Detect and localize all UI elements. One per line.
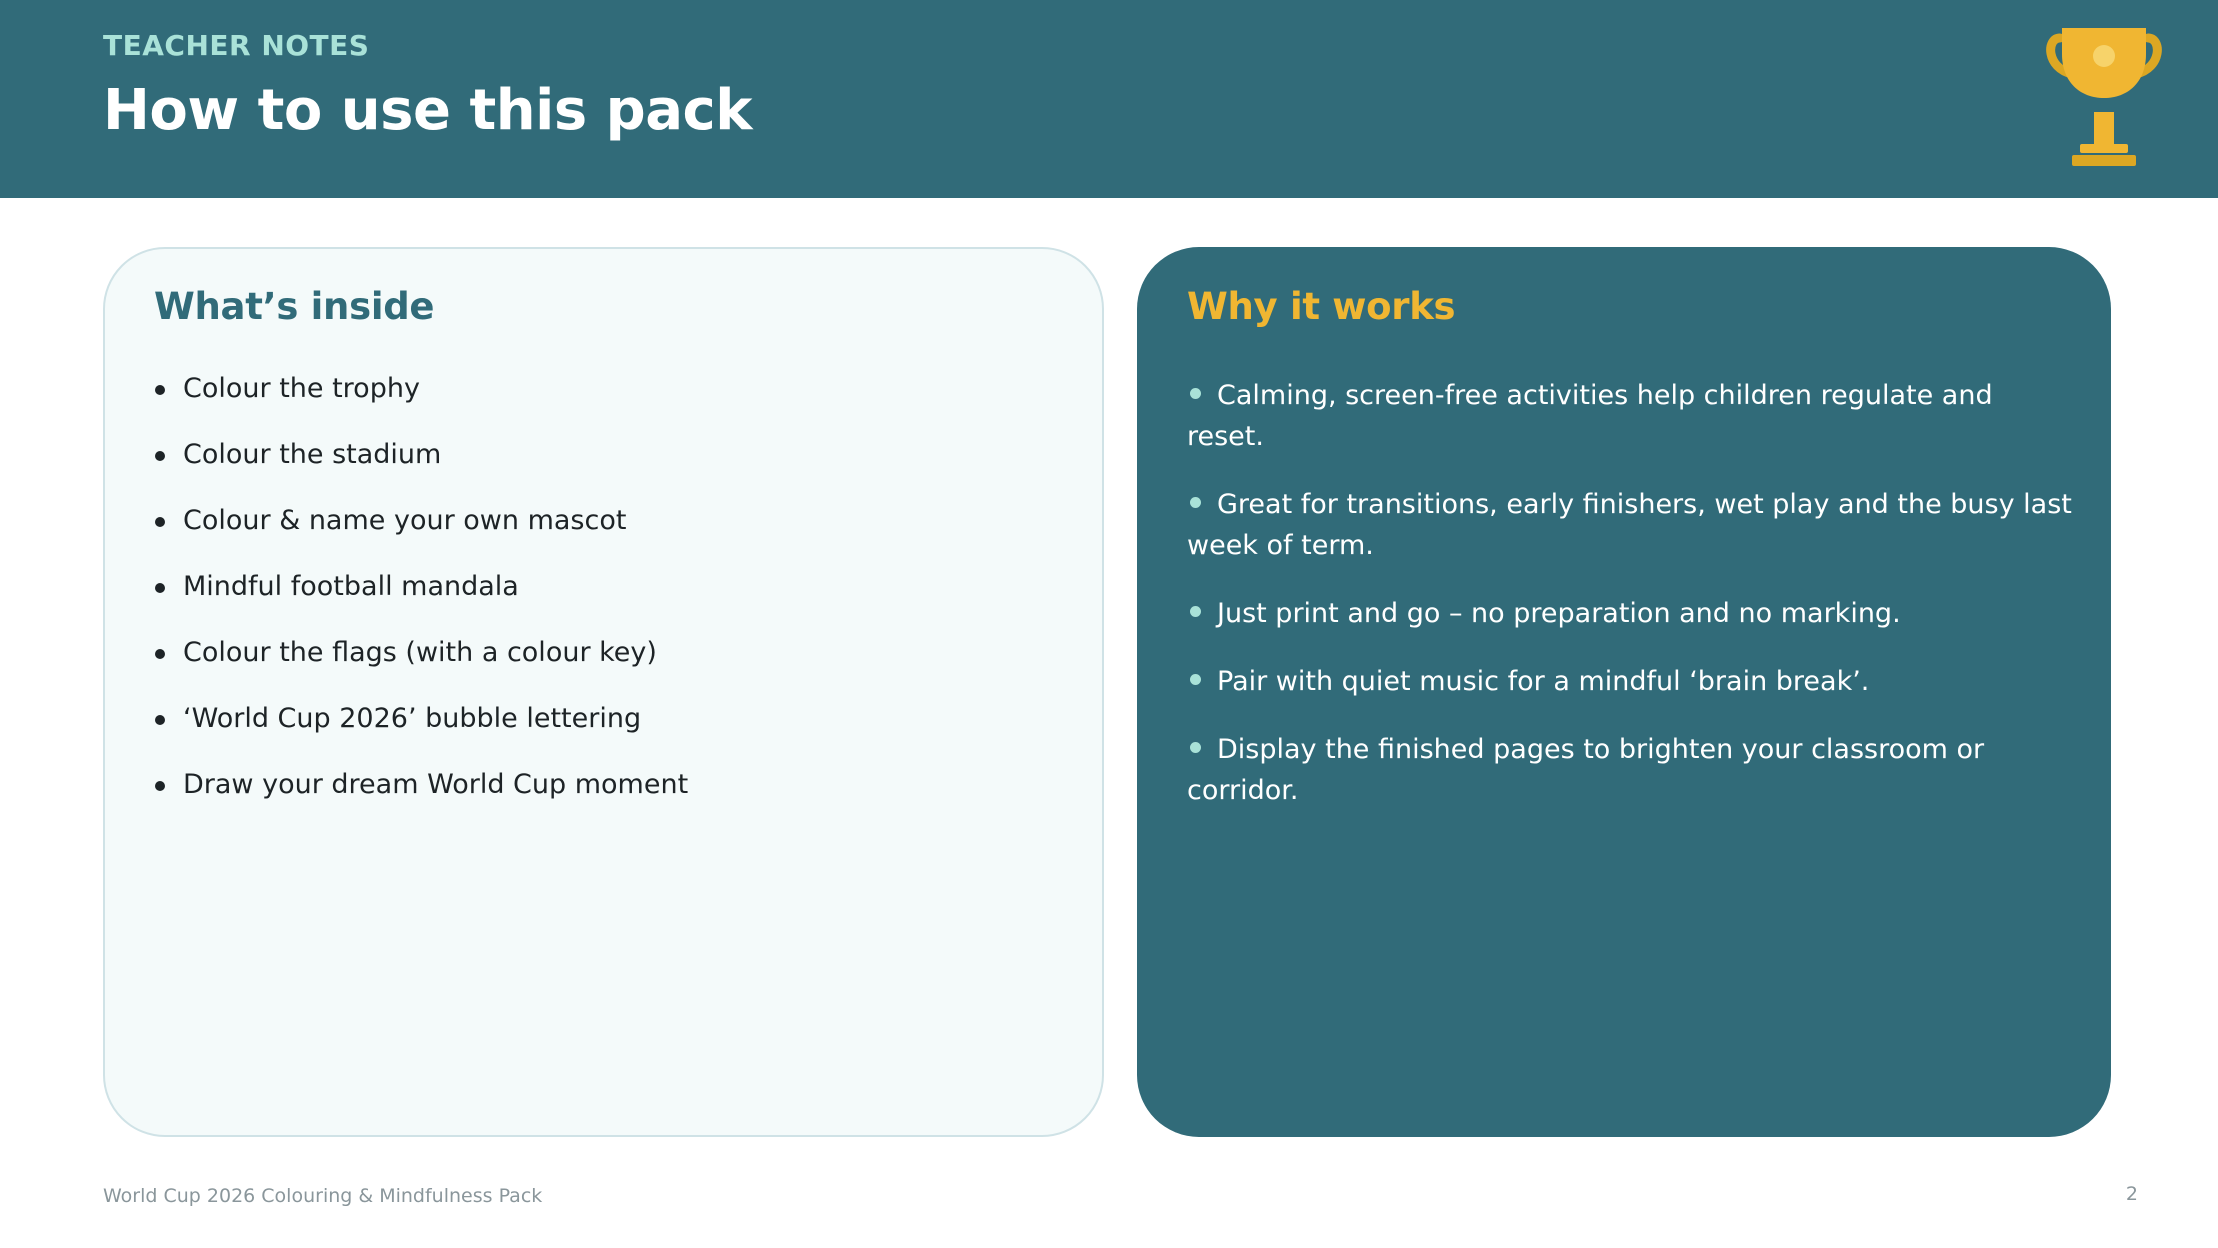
list-item — [1187, 661, 2077, 702]
list-item — [1187, 729, 2077, 811]
list-item: Draw your dream World Cup moment — [152, 769, 688, 801]
bullet-dot-icon — [1190, 674, 1201, 685]
list-item: Colour the stadium — [152, 439, 688, 471]
bullet-dot-icon — [1190, 606, 1201, 617]
page-number: 2 — [2125, 1183, 2138, 1205]
why-it-works-card — [1137, 247, 2111, 1137]
list-item: Colour the flags (with a colour key) — [152, 637, 688, 669]
page-title: How to use this pack — [103, 78, 752, 143]
list-item-text: Just print and go – no preparation and no marking. — [1217, 598, 1901, 629]
bullet-dot-icon — [1190, 742, 1201, 753]
list-item — [1187, 484, 2077, 566]
footer-title: World Cup 2026 Colouring & Mindfulness Pack — [103, 1185, 543, 1207]
why-it-works-heading: Why it works — [1187, 285, 1456, 328]
list-item: Colour & name your own mascot — [152, 505, 688, 537]
list-item-text: Pair with quiet music for a mindful ‘brain break’. — [1217, 666, 1870, 697]
page-header — [0, 0, 2218, 198]
whats-inside-list — [152, 373, 688, 835]
whats-inside-card — [103, 247, 1104, 1137]
bullet-dot-icon — [1190, 388, 1201, 399]
list-item-text: Great for transitions, early finishers, wet play and the busy last week of term. — [1187, 489, 2072, 561]
bullet-dot-icon — [1190, 497, 1201, 508]
why-it-works-list — [1187, 375, 2077, 838]
list-item: Mindful football mandala — [152, 571, 688, 603]
list-item — [1187, 375, 2077, 457]
list-item: Colour the trophy — [152, 373, 688, 405]
list-item-text: Display the finished pages to brighten your classroom or corridor. — [1187, 734, 1985, 806]
whats-inside-heading: What’s inside — [154, 285, 435, 328]
section-eyebrow: TEACHER NOTES — [103, 29, 370, 62]
list-item-text: Calming, screen-free activities help children regulate and reset. — [1187, 380, 1993, 452]
list-item — [1187, 593, 2077, 634]
list-item: ‘World Cup 2026’ bubble lettering — [152, 703, 688, 735]
trophy-icon — [2046, 24, 2162, 170]
